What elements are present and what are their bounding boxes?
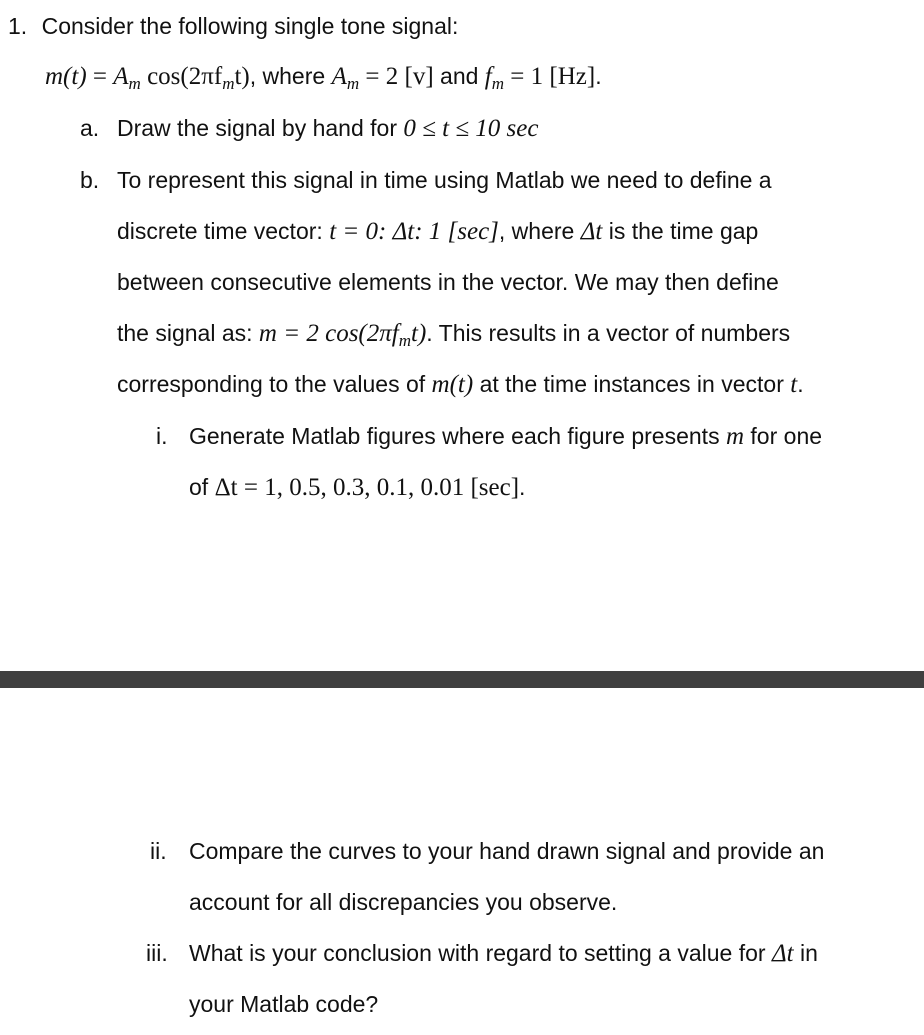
eq-and-text: and xyxy=(433,63,485,89)
part-i-delta-values: Δt = 1, 0.5, 0.3, 0.1, 0.01 [sec] xyxy=(214,474,520,501)
part-i-label: i. xyxy=(156,423,168,449)
part-a-text: Draw the signal by hand for xyxy=(117,115,404,141)
part-a xyxy=(80,113,538,144)
part-i-m: m xyxy=(725,423,745,450)
part-iii-line-1 xyxy=(146,938,818,969)
part-b-text-5b: at the time instances in vector xyxy=(473,371,791,397)
part-b-text-2a: discrete time vector: xyxy=(117,218,330,244)
part-b-time-vector: t = 0: Δt: 1 [sec] xyxy=(329,218,499,245)
part-ii-text-1: Compare the curves to your hand drawn signal and provide an xyxy=(189,838,825,864)
eq-period: . xyxy=(595,63,602,89)
part-b-delta-t: Δt xyxy=(580,218,603,245)
signal-equation xyxy=(45,61,602,99)
part-b-text-2c: is the time gap xyxy=(602,218,759,244)
part-b-line-1 xyxy=(80,165,772,195)
part-ii-line-1 xyxy=(150,836,824,866)
part-b-text-5a: corresponding to the values of xyxy=(117,371,432,397)
part-b-t: t xyxy=(790,371,798,398)
part-i-text-1b: for one xyxy=(744,423,823,449)
eq-where-text: , where xyxy=(249,63,332,89)
part-iii-text-2: your Matlab code? xyxy=(189,991,379,1017)
part-iii-label: iii. xyxy=(146,940,168,966)
eq-lhs: $m(t) = A_m$ $\cos(2\pi f_mt)$ xyxy=(45,63,250,93)
part-b-text-2b: , where xyxy=(498,218,581,244)
part-b-signal-def: m = 2 $\cos(2\pi f_mt)$ xyxy=(258,320,427,350)
part-iii-delta-t: Δt xyxy=(771,940,794,967)
part-ii-text-2: account for all discrepancies you observe. xyxy=(189,889,618,915)
part-b-text-3: between consecutive elements in the vector. We may then define xyxy=(117,269,779,295)
part-i-text-2b: . xyxy=(519,474,526,500)
eq-amplitude: $A_m = 2$ [v] xyxy=(331,63,434,93)
part-ii-label: ii. xyxy=(150,838,167,864)
part-b-text-1: To represent this signal in time using Matlab we need to define a xyxy=(117,167,772,193)
part-b-line-4 xyxy=(117,318,790,356)
part-iii-text-1a: What is your conclusion with regard to setting a value for xyxy=(189,940,772,966)
part-b-mt: m(t) xyxy=(431,371,474,398)
part-b-label: b. xyxy=(80,167,100,193)
part-i-line-1 xyxy=(156,421,822,452)
part-i-text-2a: of xyxy=(189,474,215,500)
part-ii-line-2 xyxy=(189,887,617,917)
part-b-text-5c: . xyxy=(797,371,804,397)
part-i-text-1a: Generate Matlab figures where each figure presents xyxy=(189,423,726,449)
part-b-line-2 xyxy=(117,216,758,247)
eq-frequency: $f_m = 1$ [Hz] xyxy=(484,63,596,93)
part-b-line-3 xyxy=(117,267,779,297)
page-divider xyxy=(0,671,924,688)
question-intro: Consider the following single tone signal: xyxy=(41,13,459,39)
part-b-text-4b: . This results in a vector of numbers xyxy=(426,320,791,346)
part-b-line-5 xyxy=(117,369,804,400)
question-number: 1. xyxy=(8,13,28,39)
part-i-line-2 xyxy=(189,472,525,503)
part-iii-line-2 xyxy=(189,989,378,1019)
question-1-heading xyxy=(8,11,458,41)
part-a-math: 0 ≤ t ≤ 10 sec xyxy=(403,115,539,142)
part-iii-text-1b: in xyxy=(793,940,818,966)
part-b-text-4a: the signal as: xyxy=(117,320,259,346)
part-a-label: a. xyxy=(80,115,100,141)
